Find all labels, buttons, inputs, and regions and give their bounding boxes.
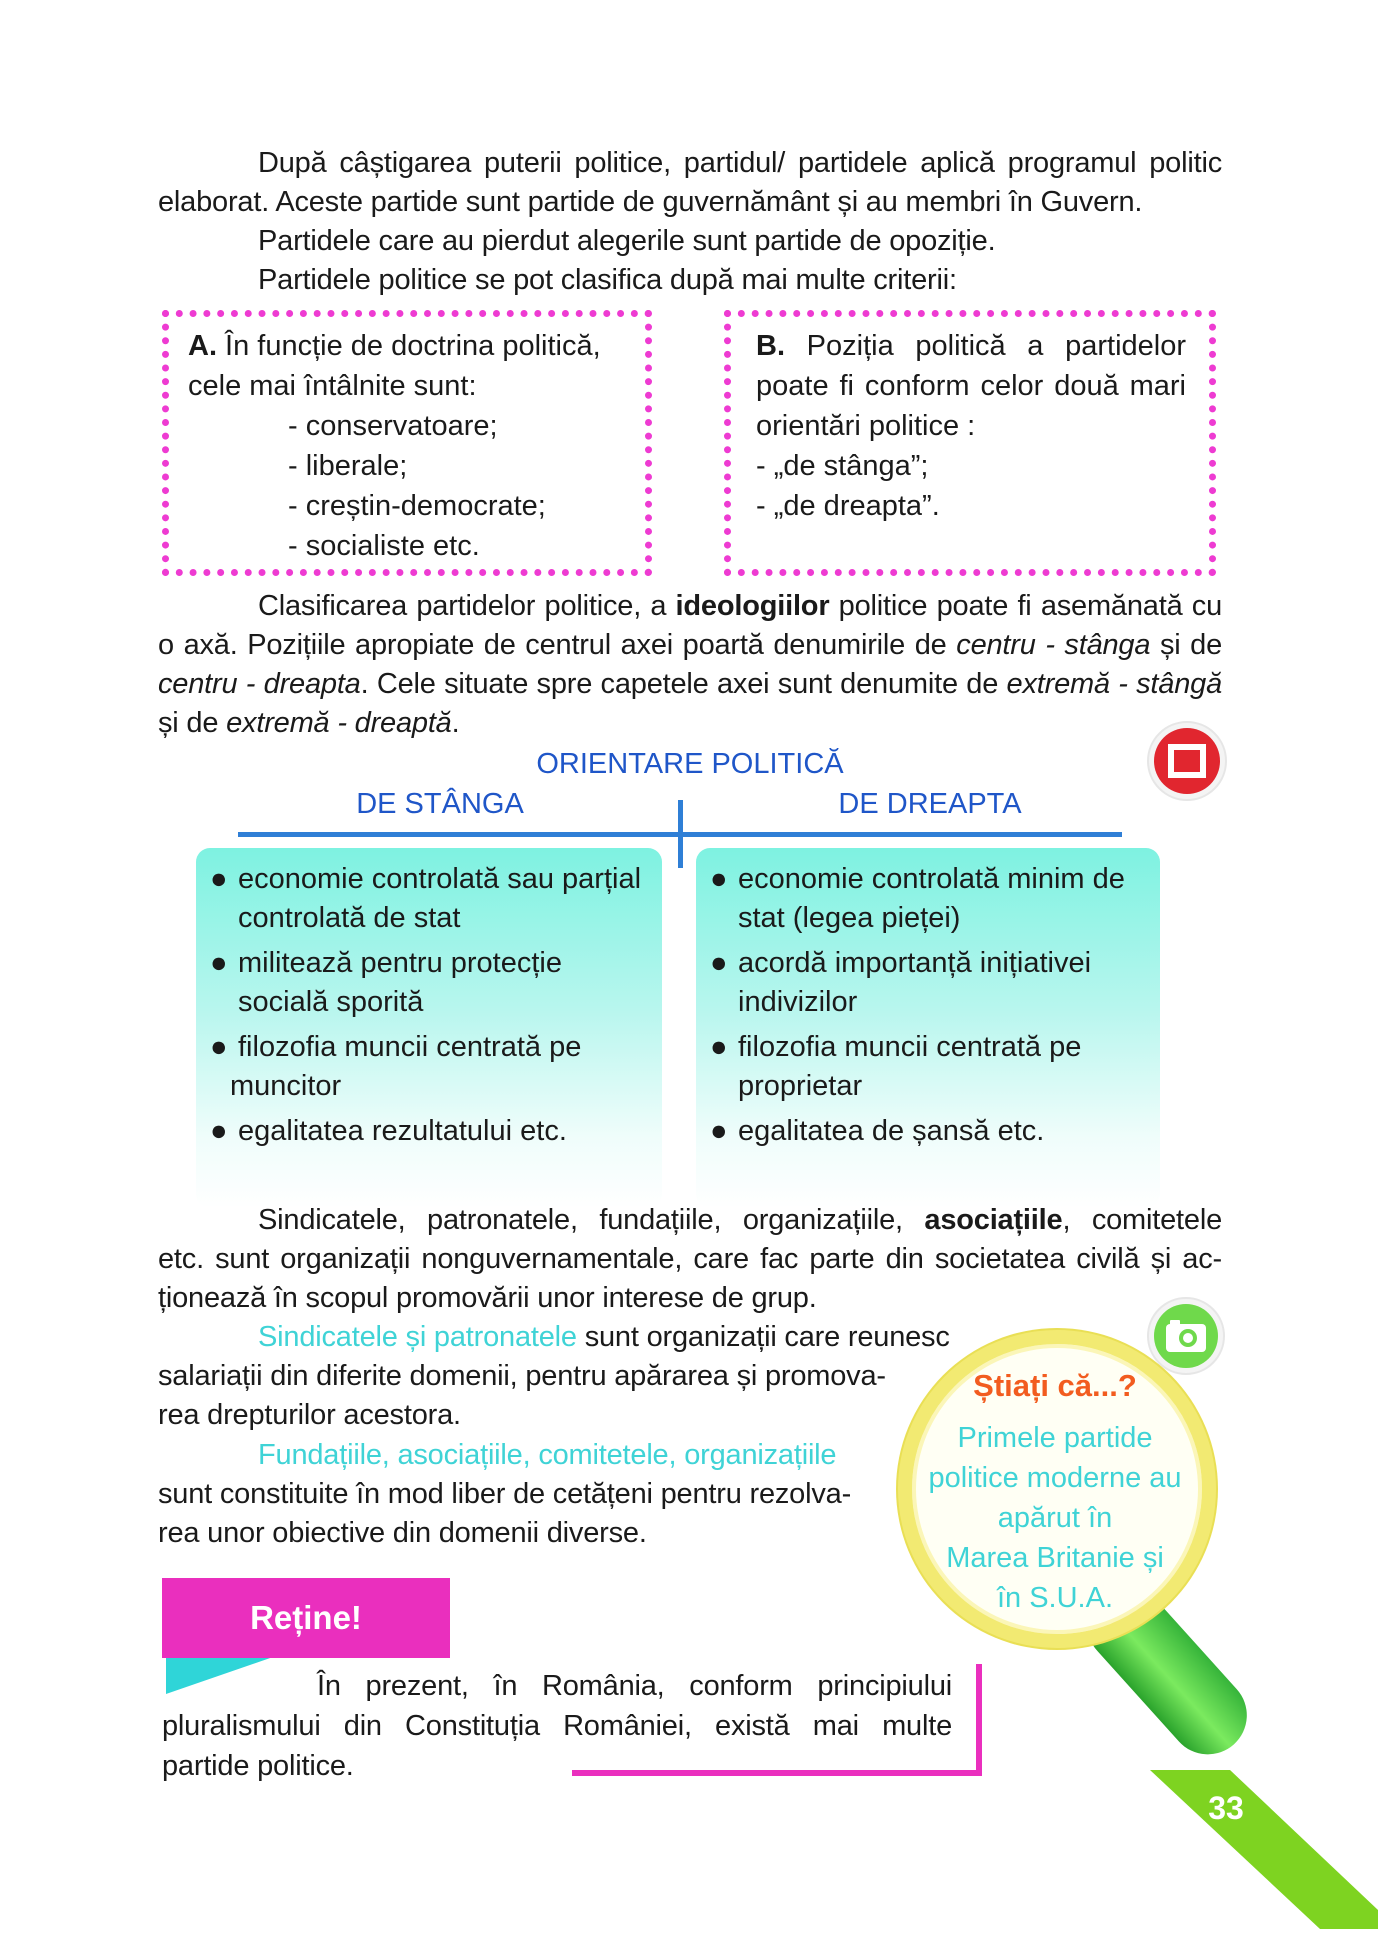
term-center-left: centru - stânga	[956, 629, 1151, 661]
box-a-line-1: În funcție de doctrina politică,	[217, 330, 601, 362]
list-item: ● economie controlată minim de stat (legea pieței)	[710, 863, 1125, 934]
classification-text: Clasificarea partidelor politice, a	[258, 590, 676, 622]
axis-center-mark	[678, 800, 683, 868]
classification-paragraph	[158, 587, 1222, 743]
list-item: ● economie controlată sau parțial controlată de stat	[210, 863, 642, 934]
intro-line-2: elaborat. Aceste partide sunt partide de guvernământ și au membri în Guvern.	[158, 186, 1143, 218]
intro-line-1: După câștigarea puterii politice, partidul/ partidele aplică programul politic	[258, 147, 1222, 179]
ngo-line-2: etc. sunt organizații nonguvernamentale, care fac parte din societatea civilă și ac-	[158, 1243, 1222, 1275]
term-associations: asociațiile	[924, 1204, 1063, 1236]
classification-text: și de	[158, 707, 227, 739]
unions-line-2: salariații din diferite domenii, pentru apărarea și promova-	[158, 1360, 886, 1392]
unions-highlight: Sindicatele și patronatele	[258, 1321, 577, 1353]
classification-text: și de	[1150, 629, 1222, 661]
axis-title: ORIENTARE POLITICĂ	[536, 748, 844, 780]
term-extreme-left: extremă - stângă	[1006, 668, 1223, 700]
box-a-item: - conservatoare;	[288, 410, 498, 442]
classification-text: . Cele situate spre capetele axei sunt denumite de	[360, 668, 1007, 700]
list-item: ● filozofia muncii centrată pe proprietar	[710, 1031, 1082, 1102]
did-you-know-line: Marea Britanie și	[946, 1542, 1164, 1574]
page-corner	[1150, 1770, 1378, 1929]
foundations-line-2: sunt constituite în mod liber de cetățeni pentru rezolva-	[158, 1478, 852, 1510]
retine-text	[162, 1666, 952, 1786]
film-icon[interactable]	[1146, 720, 1228, 802]
term-extreme-right: extremă - dreaptă	[226, 707, 452, 739]
did-you-know-line: Primele partide	[957, 1422, 1153, 1454]
page-number: 33	[1208, 1790, 1244, 1826]
intro-line-4: Partidele politice se pot clasifica după mai multe criterii:	[258, 264, 957, 296]
foundations-highlight: Fundațiile, asociațiile, comitetele, organizațiile	[258, 1439, 837, 1471]
retine-tag: Reține!	[162, 1578, 450, 1658]
box-doctrine-text	[188, 326, 648, 566]
list-item: ● militează pentru protecție socială sporită	[210, 947, 562, 1018]
list-item: ● filozofia muncii centrată pe muncitor	[210, 1031, 582, 1102]
box-a-letter: A.	[188, 330, 217, 362]
left-orientation-panel	[196, 848, 662, 1208]
did-you-know-line: în S.U.A.	[996, 1582, 1114, 1614]
did-you-know-line: apărut în	[997, 1502, 1113, 1534]
box-b-line-1: Poziția politică a partidelor	[785, 330, 1186, 362]
camera-icon[interactable]	[1146, 1296, 1226, 1376]
retine-line-3: partide politice.	[162, 1750, 354, 1782]
axis-right-label: DE DREAPTA	[838, 788, 1022, 820]
classification-text: .	[451, 707, 460, 739]
unions-text: sunt organizații care reunesc	[576, 1321, 950, 1353]
retine-line-2: pluralismului din Constituția României, există mai multe	[162, 1710, 952, 1742]
box-b-item: - „de dreapta”.	[756, 490, 940, 522]
right-orientation-panel	[696, 848, 1160, 1208]
retine-line-1: În prezent, în România, conform principiului	[317, 1670, 952, 1702]
foundations-paragraph	[158, 1436, 918, 1553]
box-b-item: - „de stânga”;	[756, 450, 929, 482]
unions-paragraph	[158, 1318, 988, 1435]
ngo-line-3: ționează în scopul promovării unor interese de grup.	[158, 1282, 817, 1314]
classification-text: o axă. Pozițiile apropiate de centrul axei poartă denumirile de	[158, 629, 957, 661]
list-item: ● egalitatea rezultatului etc.	[210, 1115, 567, 1147]
box-b-line-2: poate fi conform celor două mari	[756, 370, 1186, 402]
unions-line-3: rea drepturilor acestora.	[158, 1399, 461, 1431]
box-a-item: - liberale;	[288, 450, 408, 482]
did-you-know-text	[910, 1418, 1200, 1618]
box-a-item: - socialiste etc.	[288, 530, 480, 562]
ngo-text: , comitetele	[1062, 1204, 1222, 1236]
list-item: ● egalitatea de șansă etc.	[710, 1115, 1045, 1147]
box-position-text	[756, 326, 1186, 526]
ngo-paragraph	[158, 1201, 1222, 1318]
box-a-line-2: cele mai întâlnite sunt:	[188, 370, 477, 402]
list-item: ● acordă importanță inițiativei indivizilor	[710, 947, 1092, 1018]
did-you-know-title: Știați că...?	[973, 1368, 1137, 1403]
did-you-know-line: politice moderne au	[928, 1462, 1182, 1494]
term-ideologies: ideologiilor	[675, 590, 830, 622]
box-b-letter: B.	[756, 330, 785, 362]
box-a-item: - creștin-democrate;	[288, 490, 546, 522]
ngo-text: Sindicatele, patronatele, fundațiile, organizațiile,	[258, 1204, 925, 1236]
intro-paragraph	[158, 144, 1222, 300]
box-b-line-3: orientări politice :	[756, 410, 976, 442]
classification-text: politice poate fi asemănată cu	[829, 590, 1222, 622]
term-center-right: centru - dreapta	[158, 668, 361, 700]
axis-left-label: DE STÂNGA	[356, 788, 524, 820]
intro-line-3: Partidele care au pierdut alegerile sunt partide de opoziție.	[258, 225, 996, 257]
foundations-line-3: rea unor obiective din domenii diverse.	[158, 1517, 647, 1549]
